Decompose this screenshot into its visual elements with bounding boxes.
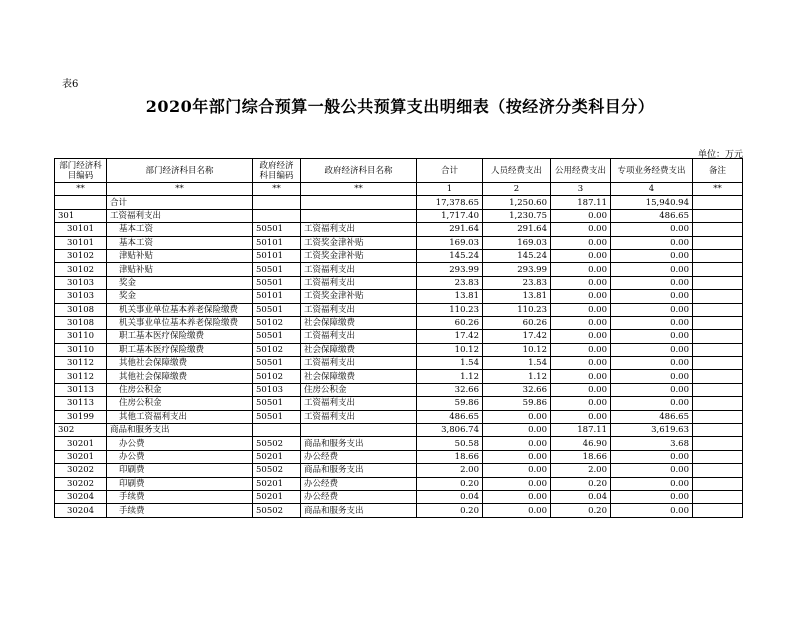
cell-note: [693, 504, 743, 517]
cell-gcode: 50501: [253, 303, 301, 316]
cell-personnel: 13.81: [483, 290, 551, 303]
cell-gcode: 50101: [253, 290, 301, 303]
cell-name: 合计: [107, 196, 253, 209]
cell-personnel: 23.83: [483, 276, 551, 289]
table-row: [55, 357, 743, 370]
cell-code: 30102: [55, 263, 107, 276]
cell-gcode: 50501: [253, 410, 301, 423]
cell-name: 手续费: [107, 490, 253, 503]
cell-special: 0.00: [611, 490, 693, 503]
cell-personnel: 293.99: [483, 263, 551, 276]
cell-total: 110.23: [417, 303, 483, 316]
index-cell: 4: [611, 183, 693, 196]
table-row: [55, 437, 743, 450]
cell-note: [693, 490, 743, 503]
cell-note: [693, 263, 743, 276]
index-cell: 2: [483, 183, 551, 196]
cell-gcode: 50502: [253, 437, 301, 450]
cell-personnel: 1,250.60: [483, 196, 551, 209]
cell-public: 0.00: [551, 276, 611, 289]
cell-gcode: 50201: [253, 450, 301, 463]
cell-gcode: [253, 424, 301, 437]
table-row: [55, 276, 743, 289]
cell-code: 30202: [55, 464, 107, 477]
header-cell: 政府经济科目编码: [253, 159, 301, 183]
cell-gcode: 50501: [253, 223, 301, 236]
cell-name: 住房公积金: [107, 397, 253, 410]
table-row: [55, 504, 743, 517]
cell-special: 0.00: [611, 276, 693, 289]
cell-note: [693, 410, 743, 423]
cell-public: 187.11: [551, 196, 611, 209]
cell-personnel: 32.66: [483, 383, 551, 396]
cell-note: [693, 424, 743, 437]
cell-public: 18.66: [551, 450, 611, 463]
cell-name: 印刷费: [107, 464, 253, 477]
cell-personnel: 17.42: [483, 330, 551, 343]
cell-total: 10.12: [417, 343, 483, 356]
cell-personnel: 0.00: [483, 464, 551, 477]
cell-note: [693, 316, 743, 329]
cell-code: 30102: [55, 249, 107, 262]
cell-total: 1.54: [417, 357, 483, 370]
cell-public: 0.00: [551, 209, 611, 222]
cell-gcode: 50101: [253, 249, 301, 262]
cell-gname: 住房公积金: [301, 383, 417, 396]
cell-name: 手续费: [107, 504, 253, 517]
cell-personnel: 0.00: [483, 477, 551, 490]
cell-note: [693, 223, 743, 236]
cell-public: 0.20: [551, 504, 611, 517]
cell-code: 30108: [55, 316, 107, 329]
cell-gname: 社会保障缴费: [301, 316, 417, 329]
cell-note: [693, 290, 743, 303]
cell-total: 60.26: [417, 316, 483, 329]
cell-personnel: 0.00: [483, 410, 551, 423]
cell-total: 0.20: [417, 504, 483, 517]
cell-gcode: [253, 209, 301, 222]
cell-total: 145.24: [417, 249, 483, 262]
cell-personnel: 10.12: [483, 343, 551, 356]
cell-name: 津贴补贴: [107, 263, 253, 276]
cell-name: 奖金: [107, 276, 253, 289]
cell-name: 其他工资福利支出: [107, 410, 253, 423]
cell-gcode: 50502: [253, 464, 301, 477]
cell-special: 0.00: [611, 249, 693, 262]
cell-special: 0.00: [611, 464, 693, 477]
cell-note: [693, 464, 743, 477]
cell-gcode: 50501: [253, 263, 301, 276]
cell-gname: [301, 209, 417, 222]
cell-gname: 工资福利支出: [301, 330, 417, 343]
cell-gname: 商品和服务支出: [301, 464, 417, 477]
cell-gcode: 50502: [253, 504, 301, 517]
page-title: 2020年部门综合预算一般公共预算支出明细表（按经济分类科目分）: [145, 97, 655, 116]
budget-table: [54, 158, 743, 518]
cell-special: 15,940.94: [611, 196, 693, 209]
cell-personnel: 0.00: [483, 437, 551, 450]
cell-name: 办公费: [107, 450, 253, 463]
cell-gcode: 50201: [253, 490, 301, 503]
cell-gname: 工资奖金津补贴: [301, 290, 417, 303]
table-row: [55, 223, 743, 236]
cell-public: 0.00: [551, 290, 611, 303]
cell-note: [693, 450, 743, 463]
cell-personnel: 145.24: [483, 249, 551, 262]
table-row: [55, 343, 743, 356]
cell-total: 32.66: [417, 383, 483, 396]
cell-public: 0.20: [551, 477, 611, 490]
table-row: [55, 383, 743, 396]
index-row: [55, 183, 743, 196]
cell-gname: 办公经费: [301, 490, 417, 503]
cell-note: [693, 370, 743, 383]
cell-note: [693, 383, 743, 396]
cell-name: 津贴补贴: [107, 249, 253, 262]
cell-gname: 社会保障缴费: [301, 370, 417, 383]
header-cell: 合计: [417, 159, 483, 183]
cell-total: 169.03: [417, 236, 483, 249]
cell-special: 0.00: [611, 450, 693, 463]
cell-gname: 工资福利支出: [301, 303, 417, 316]
header-cell: 人员经费支出: [483, 159, 551, 183]
cell-note: [693, 209, 743, 222]
table-row: [55, 370, 743, 383]
cell-code: 30201: [55, 450, 107, 463]
cell-personnel: 169.03: [483, 236, 551, 249]
cell-special: 0.00: [611, 343, 693, 356]
cell-name: 其他社会保障缴费: [107, 370, 253, 383]
index-cell: **: [55, 183, 107, 196]
cell-gname: 商品和服务支出: [301, 504, 417, 517]
cell-personnel: 0.00: [483, 490, 551, 503]
index-cell: **: [301, 183, 417, 196]
cell-code: [55, 196, 107, 209]
cell-personnel: 60.26: [483, 316, 551, 329]
header-cell: 部门经济科目名称: [107, 159, 253, 183]
cell-total: 17,378.65: [417, 196, 483, 209]
cell-special: 0.00: [611, 397, 693, 410]
cell-gcode: 50501: [253, 357, 301, 370]
cell-special: 0.00: [611, 303, 693, 316]
cell-total: 0.20: [417, 477, 483, 490]
cell-public: 0.00: [551, 330, 611, 343]
cell-total: 17.42: [417, 330, 483, 343]
index-cell: **: [693, 183, 743, 196]
cell-note: [693, 276, 743, 289]
cell-public: 46.90: [551, 437, 611, 450]
cell-name: 职工基本医疗保险缴费: [107, 343, 253, 356]
cell-special: 3.68: [611, 437, 693, 450]
cell-code: 30110: [55, 330, 107, 343]
cell-name: 其他社会保障缴费: [107, 357, 253, 370]
cell-gcode: [253, 196, 301, 209]
cell-special: 0.00: [611, 330, 693, 343]
table-row: [55, 209, 743, 222]
cell-gcode: 50501: [253, 330, 301, 343]
index-cell: 1: [417, 183, 483, 196]
cell-special: 0.00: [611, 223, 693, 236]
table-row: [55, 196, 743, 209]
table-row: [55, 464, 743, 477]
cell-special: 486.65: [611, 410, 693, 423]
cell-name: 工资福利支出: [107, 209, 253, 222]
cell-gname: [301, 196, 417, 209]
cell-total: 50.58: [417, 437, 483, 450]
cell-public: 0.00: [551, 223, 611, 236]
cell-personnel: 1.54: [483, 357, 551, 370]
cell-gname: 办公经费: [301, 450, 417, 463]
cell-total: 23.83: [417, 276, 483, 289]
table-row: [55, 477, 743, 490]
cell-gname: 社会保障缴费: [301, 343, 417, 356]
cell-code: 30113: [55, 397, 107, 410]
cell-gname: 工资福利支出: [301, 397, 417, 410]
cell-public: 2.00: [551, 464, 611, 477]
cell-total: 18.66: [417, 450, 483, 463]
cell-public: 0.00: [551, 263, 611, 276]
table-number: 表6: [62, 79, 79, 90]
cell-special: 486.65: [611, 209, 693, 222]
cell-note: [693, 236, 743, 249]
cell-name: 职工基本医疗保险缴费: [107, 330, 253, 343]
cell-public: 0.00: [551, 236, 611, 249]
cell-code: 30112: [55, 357, 107, 370]
cell-gcode: 50501: [253, 276, 301, 289]
cell-name: 奖金: [107, 290, 253, 303]
cell-public: 0.00: [551, 343, 611, 356]
cell-personnel: 0.00: [483, 504, 551, 517]
cell-code: 30108: [55, 303, 107, 316]
cell-personnel: 110.23: [483, 303, 551, 316]
table-row: [55, 316, 743, 329]
cell-public: 0.00: [551, 410, 611, 423]
cell-special: 0.00: [611, 316, 693, 329]
cell-special: 0.00: [611, 477, 693, 490]
cell-gcode: 50102: [253, 370, 301, 383]
cell-total: 2.00: [417, 464, 483, 477]
cell-name: 商品和服务支出: [107, 424, 253, 437]
cell-total: 293.99: [417, 263, 483, 276]
cell-note: [693, 437, 743, 450]
cell-public: 0.00: [551, 397, 611, 410]
cell-code: 301: [55, 209, 107, 222]
cell-gcode: 50102: [253, 343, 301, 356]
cell-note: [693, 357, 743, 370]
cell-name: 基本工资: [107, 223, 253, 236]
cell-gcode: 50103: [253, 383, 301, 396]
table-row: [55, 450, 743, 463]
cell-public: 0.00: [551, 383, 611, 396]
cell-code: 30101: [55, 236, 107, 249]
header-cell: 政府经济科目名称: [301, 159, 417, 183]
cell-name: 办公费: [107, 437, 253, 450]
table-row: [55, 397, 743, 410]
cell-gname: 商品和服务支出: [301, 437, 417, 450]
cell-code: 30101: [55, 223, 107, 236]
cell-total: 291.64: [417, 223, 483, 236]
header-cell: 公用经费支出: [551, 159, 611, 183]
header-cell: 备注: [693, 159, 743, 183]
cell-gname: [301, 424, 417, 437]
cell-special: 0.00: [611, 370, 693, 383]
cell-name: 住房公积金: [107, 383, 253, 396]
cell-personnel: 291.64: [483, 223, 551, 236]
cell-note: [693, 196, 743, 209]
cell-gname: 工资福利支出: [301, 357, 417, 370]
cell-personnel: 1.12: [483, 370, 551, 383]
cell-personnel: 0.00: [483, 450, 551, 463]
cell-total: 3,806.74: [417, 424, 483, 437]
index-cell: **: [107, 183, 253, 196]
cell-gname: 工资福利支出: [301, 276, 417, 289]
cell-name: 印刷费: [107, 477, 253, 490]
unit-label: 单位：万元: [697, 150, 743, 160]
index-cell: **: [253, 183, 301, 196]
header-row: [55, 159, 743, 183]
cell-code: 30103: [55, 276, 107, 289]
cell-note: [693, 330, 743, 343]
cell-note: [693, 477, 743, 490]
table-row: [55, 490, 743, 503]
index-cell: 3: [551, 183, 611, 196]
cell-gname: 工资奖金津补贴: [301, 236, 417, 249]
cell-code: 302: [55, 424, 107, 437]
cell-special: 0.00: [611, 290, 693, 303]
cell-gname: 工资福利支出: [301, 223, 417, 236]
cell-gname: 办公经费: [301, 477, 417, 490]
cell-public: 0.00: [551, 370, 611, 383]
cell-code: 30201: [55, 437, 107, 450]
cell-special: 0.00: [611, 263, 693, 276]
cell-public: 0.00: [551, 303, 611, 316]
cell-total: 0.04: [417, 490, 483, 503]
cell-code: 30112: [55, 370, 107, 383]
cell-gname: 工资福利支出: [301, 263, 417, 276]
cell-code: 30199: [55, 410, 107, 423]
table-row: [55, 236, 743, 249]
table-row: [55, 424, 743, 437]
cell-total: 1.12: [417, 370, 483, 383]
cell-public: 0.00: [551, 357, 611, 370]
header-cell: 专项业务经费支出: [611, 159, 693, 183]
cell-total: 13.81: [417, 290, 483, 303]
table-row: [55, 303, 743, 316]
cell-gcode: 50102: [253, 316, 301, 329]
table-row: [55, 290, 743, 303]
cell-special: 3,619.63: [611, 424, 693, 437]
cell-public: 0.04: [551, 490, 611, 503]
cell-note: [693, 397, 743, 410]
cell-special: 0.00: [611, 383, 693, 396]
cell-special: 0.00: [611, 504, 693, 517]
table-row: [55, 330, 743, 343]
cell-name: 机关事业单位基本养老保险缴费: [107, 303, 253, 316]
cell-gcode: 50101: [253, 236, 301, 249]
table-row: [55, 410, 743, 423]
cell-special: 0.00: [611, 236, 693, 249]
cell-personnel: 59.86: [483, 397, 551, 410]
cell-code: 30110: [55, 343, 107, 356]
cell-total: 59.86: [417, 397, 483, 410]
cell-gcode: 50501: [253, 397, 301, 410]
cell-code: 30103: [55, 290, 107, 303]
cell-total: 486.65: [417, 410, 483, 423]
cell-name: 机关事业单位基本养老保险缴费: [107, 316, 253, 329]
cell-total: 1,717.40: [417, 209, 483, 222]
cell-note: [693, 343, 743, 356]
cell-code: 30204: [55, 504, 107, 517]
cell-public: 0.00: [551, 316, 611, 329]
cell-gcode: 50201: [253, 477, 301, 490]
cell-personnel: 1,230.75: [483, 209, 551, 222]
cell-public: 187.11: [551, 424, 611, 437]
cell-personnel: 0.00: [483, 424, 551, 437]
cell-public: 0.00: [551, 249, 611, 262]
cell-code: 30202: [55, 477, 107, 490]
cell-note: [693, 303, 743, 316]
table-row: [55, 249, 743, 262]
cell-gname: 工资奖金津补贴: [301, 249, 417, 262]
cell-name: 基本工资: [107, 236, 253, 249]
cell-code: 30204: [55, 490, 107, 503]
cell-code: 30113: [55, 383, 107, 396]
table-row: [55, 263, 743, 276]
cell-special: 0.00: [611, 357, 693, 370]
cell-gname: 工资福利支出: [301, 410, 417, 423]
cell-note: [693, 249, 743, 262]
header-cell: 部门经济科目编码: [55, 159, 107, 183]
